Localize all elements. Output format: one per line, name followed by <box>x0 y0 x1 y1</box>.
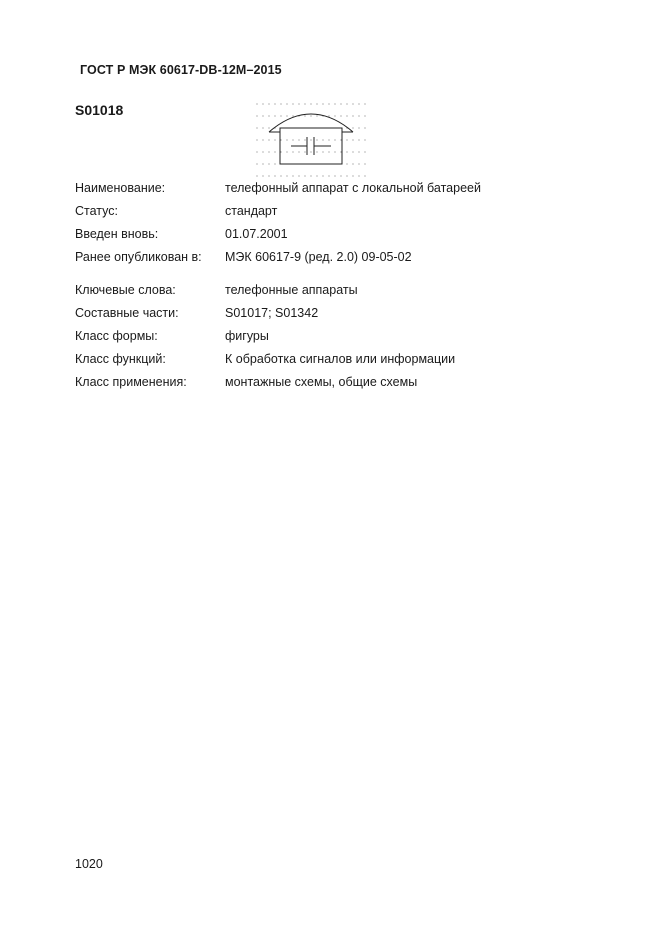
grid-dot <box>292 151 293 152</box>
grid-dot <box>352 127 353 128</box>
property-value: 01.07.2001 <box>225 227 288 241</box>
grid-dot <box>316 139 317 140</box>
grid-dot <box>346 175 347 176</box>
property-value: МЭК 60617-9 (ред. 2.0) 09-05-02 <box>225 250 412 264</box>
property-label: Класс применения: <box>75 375 187 389</box>
grid-dot <box>364 127 365 128</box>
grid-dot <box>256 175 257 176</box>
grid-dot <box>262 163 263 164</box>
grid-dot <box>364 163 365 164</box>
grid-dot <box>310 103 311 104</box>
grid-dot <box>352 151 353 152</box>
grid-dot <box>256 139 257 140</box>
property-label: Класс функций: <box>75 352 166 366</box>
grid-dot <box>316 175 317 176</box>
grid-dot <box>340 151 341 152</box>
grid-dot <box>280 151 281 152</box>
grid-dot <box>304 139 305 140</box>
grid-dot <box>340 103 341 104</box>
grid-dot <box>304 103 305 104</box>
grid-dot <box>280 139 281 140</box>
property-label: Введен вновь: <box>75 227 159 241</box>
grid-dot <box>274 103 275 104</box>
grid-dot <box>256 151 257 152</box>
grid-dot <box>364 103 365 104</box>
grid-dot <box>334 115 335 116</box>
property-value: К обработка сигналов или информации <box>225 352 456 366</box>
grid-dot <box>322 151 323 152</box>
grid-dot <box>328 115 329 116</box>
telephone-battery-symbol-icon <box>255 102 367 178</box>
grid-dot <box>352 139 353 140</box>
property-label: Наименование: <box>75 181 166 195</box>
grid-dot <box>286 103 287 104</box>
grid-dot <box>358 115 359 116</box>
grid-dot <box>268 151 269 152</box>
property-value: монтажные схемы, общие схемы <box>225 375 418 389</box>
grid-dot <box>262 115 263 116</box>
grid-dot <box>310 175 311 176</box>
property-value: фигуры <box>225 329 269 343</box>
grid-dot <box>364 151 365 152</box>
grid-dot <box>292 103 293 104</box>
grid-dot <box>316 103 317 104</box>
grid-dot <box>304 115 305 116</box>
grid-dot <box>334 175 335 176</box>
property-value: S01017; S01342 <box>225 306 319 320</box>
grid-dot <box>256 163 257 164</box>
grid-dot <box>358 103 359 104</box>
property-label: Составные части: <box>75 306 179 320</box>
grid-dot <box>280 103 281 104</box>
grid-dot <box>340 139 341 140</box>
grid-dot <box>334 139 335 140</box>
grid-dot <box>274 163 275 164</box>
grid-dot <box>316 115 317 116</box>
grid-dot <box>274 139 275 140</box>
grid-dot <box>322 103 323 104</box>
grid-dot <box>304 175 305 176</box>
page-number: 1020 <box>75 857 103 871</box>
grid-dot <box>292 175 293 176</box>
document-header: ГОСТ Р МЭК 60617-DB-12M–2015 <box>80 63 282 77</box>
grid-dot <box>310 139 311 140</box>
symbol-code: S01018 <box>75 102 124 118</box>
property-label: Статус: <box>75 204 118 218</box>
property-value: телефонный аппарат с локальной батареей <box>225 181 481 195</box>
grid-dot <box>352 115 353 116</box>
grid-dot <box>358 139 359 140</box>
grid-dot <box>274 151 275 152</box>
grid-dot <box>274 115 275 116</box>
grid-dot <box>298 151 299 152</box>
grid-dot <box>274 175 275 176</box>
grid-dot <box>364 115 365 116</box>
grid-dot <box>292 139 293 140</box>
grid-dot <box>340 115 341 116</box>
grid-dot <box>304 151 305 152</box>
grid-dot <box>316 151 317 152</box>
grid-dot <box>286 115 287 116</box>
grid-dot <box>268 163 269 164</box>
grid-dot <box>358 175 359 176</box>
grid-dot <box>328 139 329 140</box>
grid-dot <box>268 139 269 140</box>
grid-dot <box>352 163 353 164</box>
grid-dot <box>340 175 341 176</box>
grid-dot <box>352 175 353 176</box>
grid-dot <box>298 175 299 176</box>
grid-dot <box>268 127 269 128</box>
grid-dot <box>346 151 347 152</box>
grid-dot <box>262 151 263 152</box>
grid-dot <box>262 139 263 140</box>
grid-dot <box>262 103 263 104</box>
grid-dot <box>280 115 281 116</box>
grid-dot <box>364 139 365 140</box>
grid-dot <box>322 139 323 140</box>
grid-dot <box>256 115 257 116</box>
grid-dot <box>280 175 281 176</box>
grid-dot <box>310 115 311 116</box>
property-value: стандарт <box>225 204 278 218</box>
grid-dot <box>286 139 287 140</box>
grid-dot <box>268 115 269 116</box>
grid-dot <box>346 103 347 104</box>
grid-dot <box>298 103 299 104</box>
grid-dot <box>286 175 287 176</box>
property-label: Класс формы: <box>75 329 158 343</box>
grid-dot <box>328 175 329 176</box>
grid-dot <box>286 151 287 152</box>
grid-dot <box>358 163 359 164</box>
grid-dot <box>256 103 257 104</box>
grid-dot <box>268 175 269 176</box>
grid-dot <box>292 115 293 116</box>
grid-dot <box>310 151 311 152</box>
grid-dot <box>262 175 263 176</box>
grid-dot <box>364 175 365 176</box>
grid-dot <box>328 151 329 152</box>
property-label: Ключевые слова: <box>75 283 176 297</box>
grid-dot <box>358 151 359 152</box>
grid-dot <box>268 103 269 104</box>
grid-dot <box>256 127 257 128</box>
grid-dot <box>328 103 329 104</box>
grid-dot <box>322 175 323 176</box>
grid-dot <box>346 139 347 140</box>
grid-dot <box>262 127 263 128</box>
property-label: Ранее опубликован в: <box>75 250 202 264</box>
grid-dot <box>298 139 299 140</box>
grid-dot <box>346 115 347 116</box>
grid-dot <box>346 163 347 164</box>
property-value: телефонные аппараты <box>225 283 358 297</box>
grid-dot <box>352 103 353 104</box>
grid-dot <box>358 127 359 128</box>
grid-dot <box>334 103 335 104</box>
grid-dot <box>334 151 335 152</box>
